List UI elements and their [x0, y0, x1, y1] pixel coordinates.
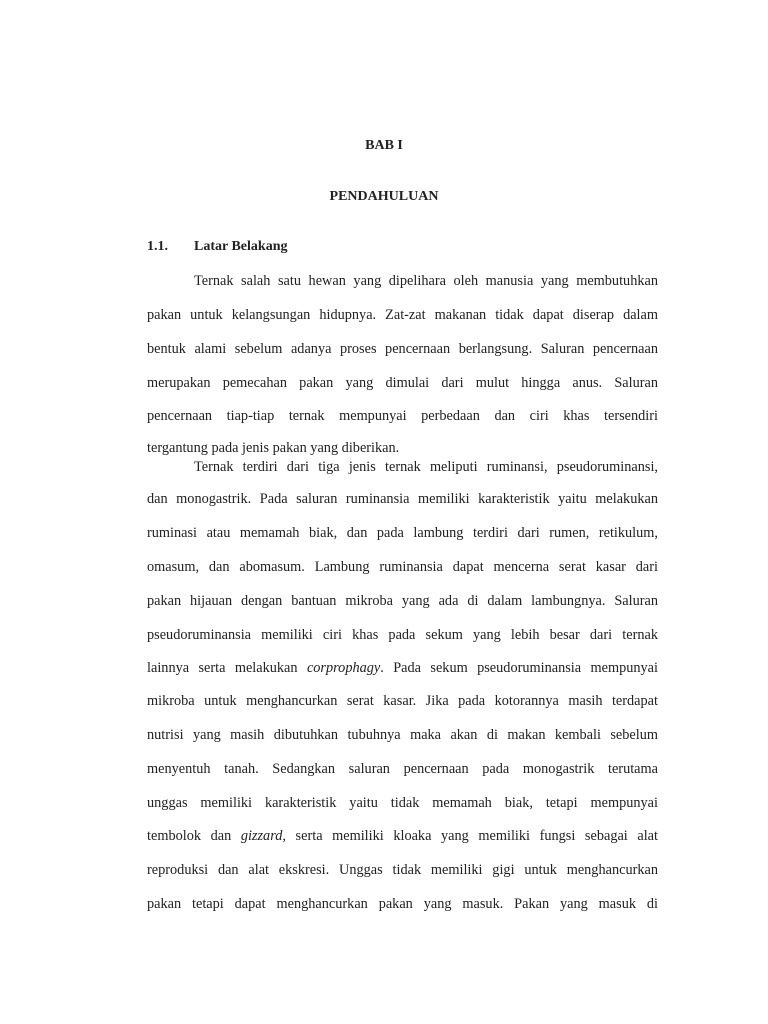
text-segment: pakan tetapi dapat menghancurkan pakan yang masuk. Pakan yang masuk di [147, 896, 658, 912]
text-segment: tembolok dan [147, 828, 241, 844]
text-segment: bentuk alami sebelum adanya proses pencernaan berlangsung. Saluran pencernaan [147, 341, 658, 357]
text-line [147, 340, 658, 358]
text-segment: nutrisi yang masih dibutuhkan tubuhnya maka akan di makan kembali sebelum [147, 727, 658, 743]
text-line [147, 524, 658, 542]
chapter-heading: BAB I [365, 138, 403, 153]
text-line [147, 374, 658, 392]
chapter-title: PENDAHULUAN [329, 189, 439, 204]
text-line [194, 272, 658, 290]
text-segment: reproduksi dan alat ekskresi. Unggas tidak memiliki gigi untuk menghancurkan [147, 862, 658, 878]
text-segment: tergantung pada jenis pakan yang diberikan. [147, 440, 400, 456]
section-title: Latar Belakang [194, 239, 288, 254]
text-line [147, 827, 658, 845]
text-segment: pencernaan tiap-tiap ternak mempunyai perbedaan dan ciri khas tersendiri [147, 408, 658, 424]
text-line [147, 794, 658, 812]
text-line [194, 458, 658, 476]
italic-term: corprophagy [306, 660, 381, 676]
text-segment: merupakan pemecahan pakan yang dimulai dari mulut hingga anus. Saluran [147, 375, 658, 391]
text-segment: dan monogastrik. Pada saluran ruminansia memiliki karakteristik yaitu melakukan [147, 491, 658, 507]
text-segment: pakan hijauan dengan bantuan mikroba yang ada di dalam lambungnya. Saluran [147, 593, 658, 609]
text-line [147, 692, 658, 710]
text-segment: omasum, dan abomasum. Lambung ruminansia dapat mencerna serat kasar dari [147, 559, 658, 575]
text-line [147, 726, 658, 744]
text-segment: unggas memiliki karakteristik yaitu tidak memamah biak, tetapi mempunyai [147, 795, 658, 811]
italic-term: gizzard, [240, 828, 286, 844]
text-segment: serta memiliki kloaka yang memiliki fungsi sebagai alat [285, 828, 658, 844]
text-segment: . Pada sekum pseudoruminansia mempunyai [380, 660, 658, 676]
text-line [147, 407, 658, 425]
text-line [147, 558, 658, 576]
text-segment: pakan untuk kelangsungan hidupnya. Zat-zat makanan tidak dapat diserap dalam [147, 307, 658, 323]
text-line [147, 895, 658, 913]
text-segment: Ternak terdiri dari tiga jenis ternak meliputi ruminansi, pseudoruminansi, [194, 459, 658, 475]
text-line [147, 490, 658, 508]
section-number: 1.1. [147, 239, 168, 254]
text-line [147, 760, 658, 778]
text-line [147, 861, 658, 879]
text-segment: ruminasi atau memamah biak, dan pada lambung terdiri dari rumen, retikulum, [147, 525, 658, 541]
text-line [147, 626, 658, 644]
text-line [147, 306, 658, 324]
text-line [147, 659, 658, 677]
text-segment: pseudoruminansia memiliki ciri khas pada sekum yang lebih besar dari ternak [147, 627, 658, 643]
text-segment: lainnya serta melakukan [147, 660, 307, 676]
text-segment: menyentuh tanah. Sedangkan saluran pencernaan pada monogastrik terutama [147, 761, 658, 777]
text-segment: Ternak salah satu hewan yang dipelihara oleh manusia yang membutuhkan [194, 273, 658, 289]
text-line [147, 592, 658, 610]
text-segment: mikroba untuk menghancurkan serat kasar. Jika pada kotorannya masih terdapat [147, 693, 658, 709]
text-line [147, 439, 658, 457]
